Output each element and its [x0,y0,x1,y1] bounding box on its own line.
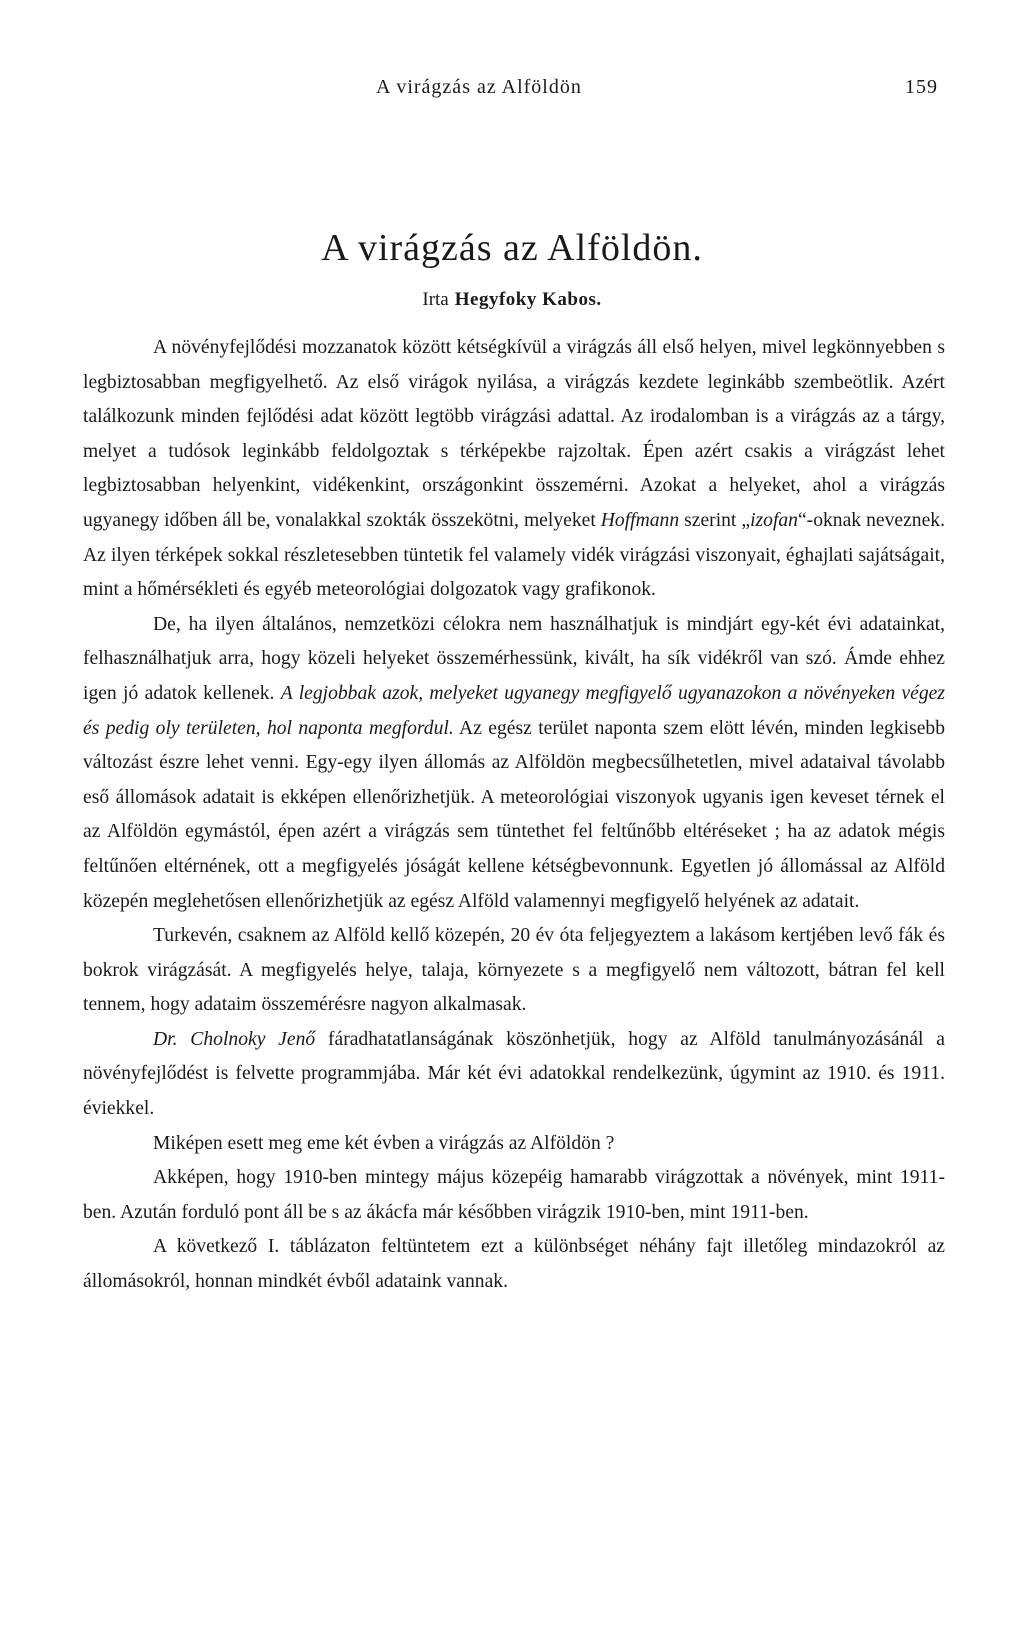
italic-text: izofan [750,509,798,531]
paragraph [83,1161,945,1230]
text-run: fáradhatatlanságának köszönhetjük, hogy az Alföld tanulmányozásánál a növényfejlődést is felvette programmjába. Már két évi adatokkal rendelkezünk, úgymint az 1910. és 1911. éviekkel. [83,1028,945,1120]
article-title: A virágzás az Alföldön. [321,227,703,269]
text-run: Akképen, hogy 1910-ben mintegy május közepéig hamarabb virágzottak a növények, mint 1911-ben. Azután forduló pont áll be s az ákácfa már későbben virágzik 1910-ben, mint 1911-ben. [83,1167,945,1223]
paragraph [83,1127,945,1162]
paragraph [83,608,945,919]
byline-prefix: Irta [422,289,449,310]
text-run: A következő I. táblázaton feltüntetem ezt a különbséget néhány fajt illetőleg mindazokról az állomásokról, honnan mindkét évből adataink vannak. [83,1236,945,1293]
paragraph [83,1230,945,1299]
text-run: Az egész terület naponta szem elött lévén, minden legkisebb változást észre lehet venni. Egy-egy ilyen állomás az Alföldön megbecsűlhetetlen, mivel adataival távolabb eső állomások adatait is ekképen ellenőrizhetjük. A meteorológiai viszonyok ugyanis igen keveset térnek el az Alföldön egymástól, épen azért a virágzás sem tüntethet fel feltűnőbb eltéréseket ; ha az adatok mégis feltűnően eltérnének, ott a megfigyelés jóságát kellene kétségbevonnunk. Egyetlen jó állomással az Alföld közepén meglehetősen ellenőrizhetjük az egész Alföld valamennyi megfigyelő helyének az adatait. [83,717,945,912]
italic-text: Dr. Cholnoky Jenő [153,1028,316,1050]
running-head [0,76,1024,102]
author-name: Hegyfoky Kabos. [454,289,602,310]
text-run: “-oknak neveznek. Az ilyen térképek sokkal részletesebben tüntetik fel valamely vidék virágzási viszonyait, éghajlati sajátságait, mint a hőmérsékleti és egyéb meteorológiai dolgozatok vagy grafikonok. [83,509,945,601]
byline [0,289,1024,311]
text-run: A növényfejlődési mozzanatok között kétségkívül a virágzás áll első helyen, mivel legkönnyebben s legbiztosabban megfigyelhető. Az első virágok nyilása, a virágzás kezdete leginkább szembeötlik. Azért találkozunk minden fejlődési adat között legtöbb virágzási adattal. Az irodalomban is a virágzás az a tárgy, melyet a tudósok leginkább feldolgoztak s térképekbe rajzoltak. Épen azért csakis a virágzást lehet legbiztosabban helyenkint, vidékenkint, országonkint összemérni. Azokat a helyeket, ahol a virágzás ugyanegy időben áll be, vonalakkal szokták összekötni, melyeket [83,337,945,531]
italic-text: Hoffmann [600,509,680,531]
text-run: szerint „ [679,509,751,531]
running-title: A virágzás az Alföldön [376,76,582,98]
text-run: Turkevén, csaknem az Alföld kellő közepén, 20 év óta feljegyeztem a lakásom kertjében levő fák és bokrok virágzását. A megfigyelés helye, talaja, környezete s a megfigyelő nem változott, bátran fel kell tennem, hogy adataim összemérésre nagyon alkalmasak. [83,925,945,1016]
text-run: De, ha ilyen általános, nemzetközi célokra nem használhatjuk is mindjárt egy-két évi adatainkat, felhasználhatjuk arra, hogy közeli helyeket összemérhessünk, kivált, ha sík vidékről van szó. Ámde ehhez igen jó adatok kellenek. [83,613,945,704]
paragraph [83,1023,945,1127]
article-body [83,331,945,1300]
paragraph [83,331,945,608]
paragraph [83,919,945,1023]
text-run: Miképen esett meg eme két évben a virágzás az Alföldön ? [153,1132,615,1154]
italic-text: A legjobbak azok, melyeket ugyanegy megfigyelő ugyanazokon a növényeken végez és pedig oly területen, hol naponta megfordul. [83,682,945,739]
page-number: 159 [905,76,938,98]
